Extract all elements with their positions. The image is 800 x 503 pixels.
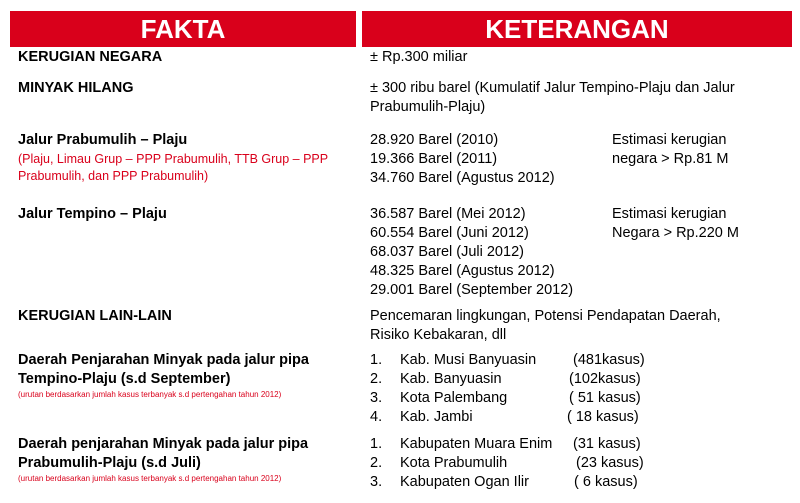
prabumulih-value: 28.920 Barel (2010) [370, 132, 499, 148]
penjarahan-tempino-label-line: Tempino-Plaju (s.d September) [18, 371, 231, 387]
tempino-value: 60.554 Barel (Juni 2012) [370, 225, 529, 241]
prabumulih-value: 19.366 Barel (2011) [370, 151, 498, 167]
list-cases: (102kasus) [569, 371, 641, 387]
penjarahan-prabumulih-sub: (urutan berdasarkan jumlah kasus terbanyak s.d pertengahan tahun 2012) [18, 474, 282, 483]
tempino-label: Jalur Tempino – Plaju [18, 206, 167, 222]
list-cases: (31 kasus) [573, 436, 641, 452]
penjarahan-prabumulih-label-line: Daerah penjarahan Minyak pada jalur pipa [18, 436, 309, 452]
list-number: 4. [370, 409, 383, 425]
list-number: 2. [370, 371, 383, 387]
minyak-hilang-line: Prabumulih-Plaju) [370, 99, 486, 115]
prabumulih-note-line: negara > Rp.81 M [612, 151, 729, 167]
header-fakta: FAKTA [10, 11, 356, 47]
list-number: 3. [370, 390, 383, 406]
list-number: 1. [370, 352, 383, 368]
lain-lain-value [370, 307, 721, 345]
prabumulih-note [612, 131, 728, 169]
list-item: Kabupaten Ogan Ilir [400, 474, 529, 490]
minyak-hilang-label: MINYAK HILANG [18, 80, 134, 96]
penjarahan-tempino-sub: (urutan berdasarkan jumlah kasus terbanyak s.d pertengahan tahun 2012) [18, 390, 282, 399]
minyak-hilang-line: ± 300 ribu barel (Kumulatif Jalur Tempino-Plaju dan Jalur [370, 80, 735, 96]
penjarahan-prabumulih-label [18, 435, 308, 473]
prabumulih-note-line: Estimasi kerugian [612, 132, 727, 148]
list-item: Kab. Musi Banyuasin [400, 352, 537, 368]
kerugian-negara-label: KERUGIAN NEGARA [18, 49, 163, 65]
tempino-note-line: Estimasi kerugian [612, 206, 727, 222]
minyak-hilang-value [370, 79, 735, 117]
tempino-value: 36.587 Barel (Mei 2012) [370, 206, 526, 222]
tempino-value: 48.325 Barel (Agustus 2012) [370, 263, 555, 279]
list-item: Kab. Jambi [400, 409, 473, 425]
kerugian-negara-value: ± Rp.300 miliar [370, 49, 468, 65]
lain-lain-line: Risiko Kebakaran, dll [370, 327, 507, 343]
prabumulih-label: Jalur Prabumulih – Plaju [18, 132, 188, 148]
tempino-note [612, 205, 739, 243]
prabumulih-sub-line: Prabumulih, dan PPP Prabumulih) [18, 169, 209, 183]
tempino-value: 29.001 Barel (September 2012) [370, 282, 574, 298]
header-keterangan: KETERANGAN [362, 11, 792, 47]
penjarahan-tempino-label [18, 351, 309, 389]
prabumulih-value: 34.760 Barel (Agustus 2012) [370, 170, 555, 186]
list-cases: (23 kasus) [576, 455, 644, 471]
list-cases: ( 6 kasus) [574, 474, 638, 490]
list-cases: (481kasus) [573, 352, 645, 368]
lain-lain-label: KERUGIAN LAIN-LAIN [18, 308, 172, 324]
penjarahan-prabumulih-label-line: Prabumulih-Plaju (s.d Juli) [18, 455, 201, 471]
prabumulih-sub-line: (Plaju, Limau Grup – PPP Prabumulih, TTB Grup – PPP [18, 152, 329, 166]
lain-lain-line: Pencemaran lingkungan, Potensi Pendapatan Daerah, [370, 308, 721, 324]
list-number: 1. [370, 436, 383, 452]
prabumulih-sub [18, 151, 328, 185]
penjarahan-tempino-label-line: Daerah Penjarahan Minyak pada jalur pipa [18, 352, 309, 368]
list-item: Kota Prabumulih [400, 455, 508, 471]
tempino-value: 68.037 Barel (Juli 2012) [370, 244, 524, 260]
prabumulih-values [370, 131, 555, 188]
tempino-values [370, 205, 573, 300]
list-item: Kota Palembang [400, 390, 508, 406]
tempino-note-line: Negara > Rp.220 M [612, 225, 739, 241]
list-item: Kabupaten Muara Enim [400, 436, 553, 452]
list-number: 2. [370, 455, 383, 471]
list-cases: ( 51 kasus) [569, 390, 641, 406]
list-number: 3. [370, 474, 383, 490]
list-item: Kab. Banyuasin [400, 371, 502, 387]
list-cases: ( 18 kasus) [567, 409, 639, 425]
